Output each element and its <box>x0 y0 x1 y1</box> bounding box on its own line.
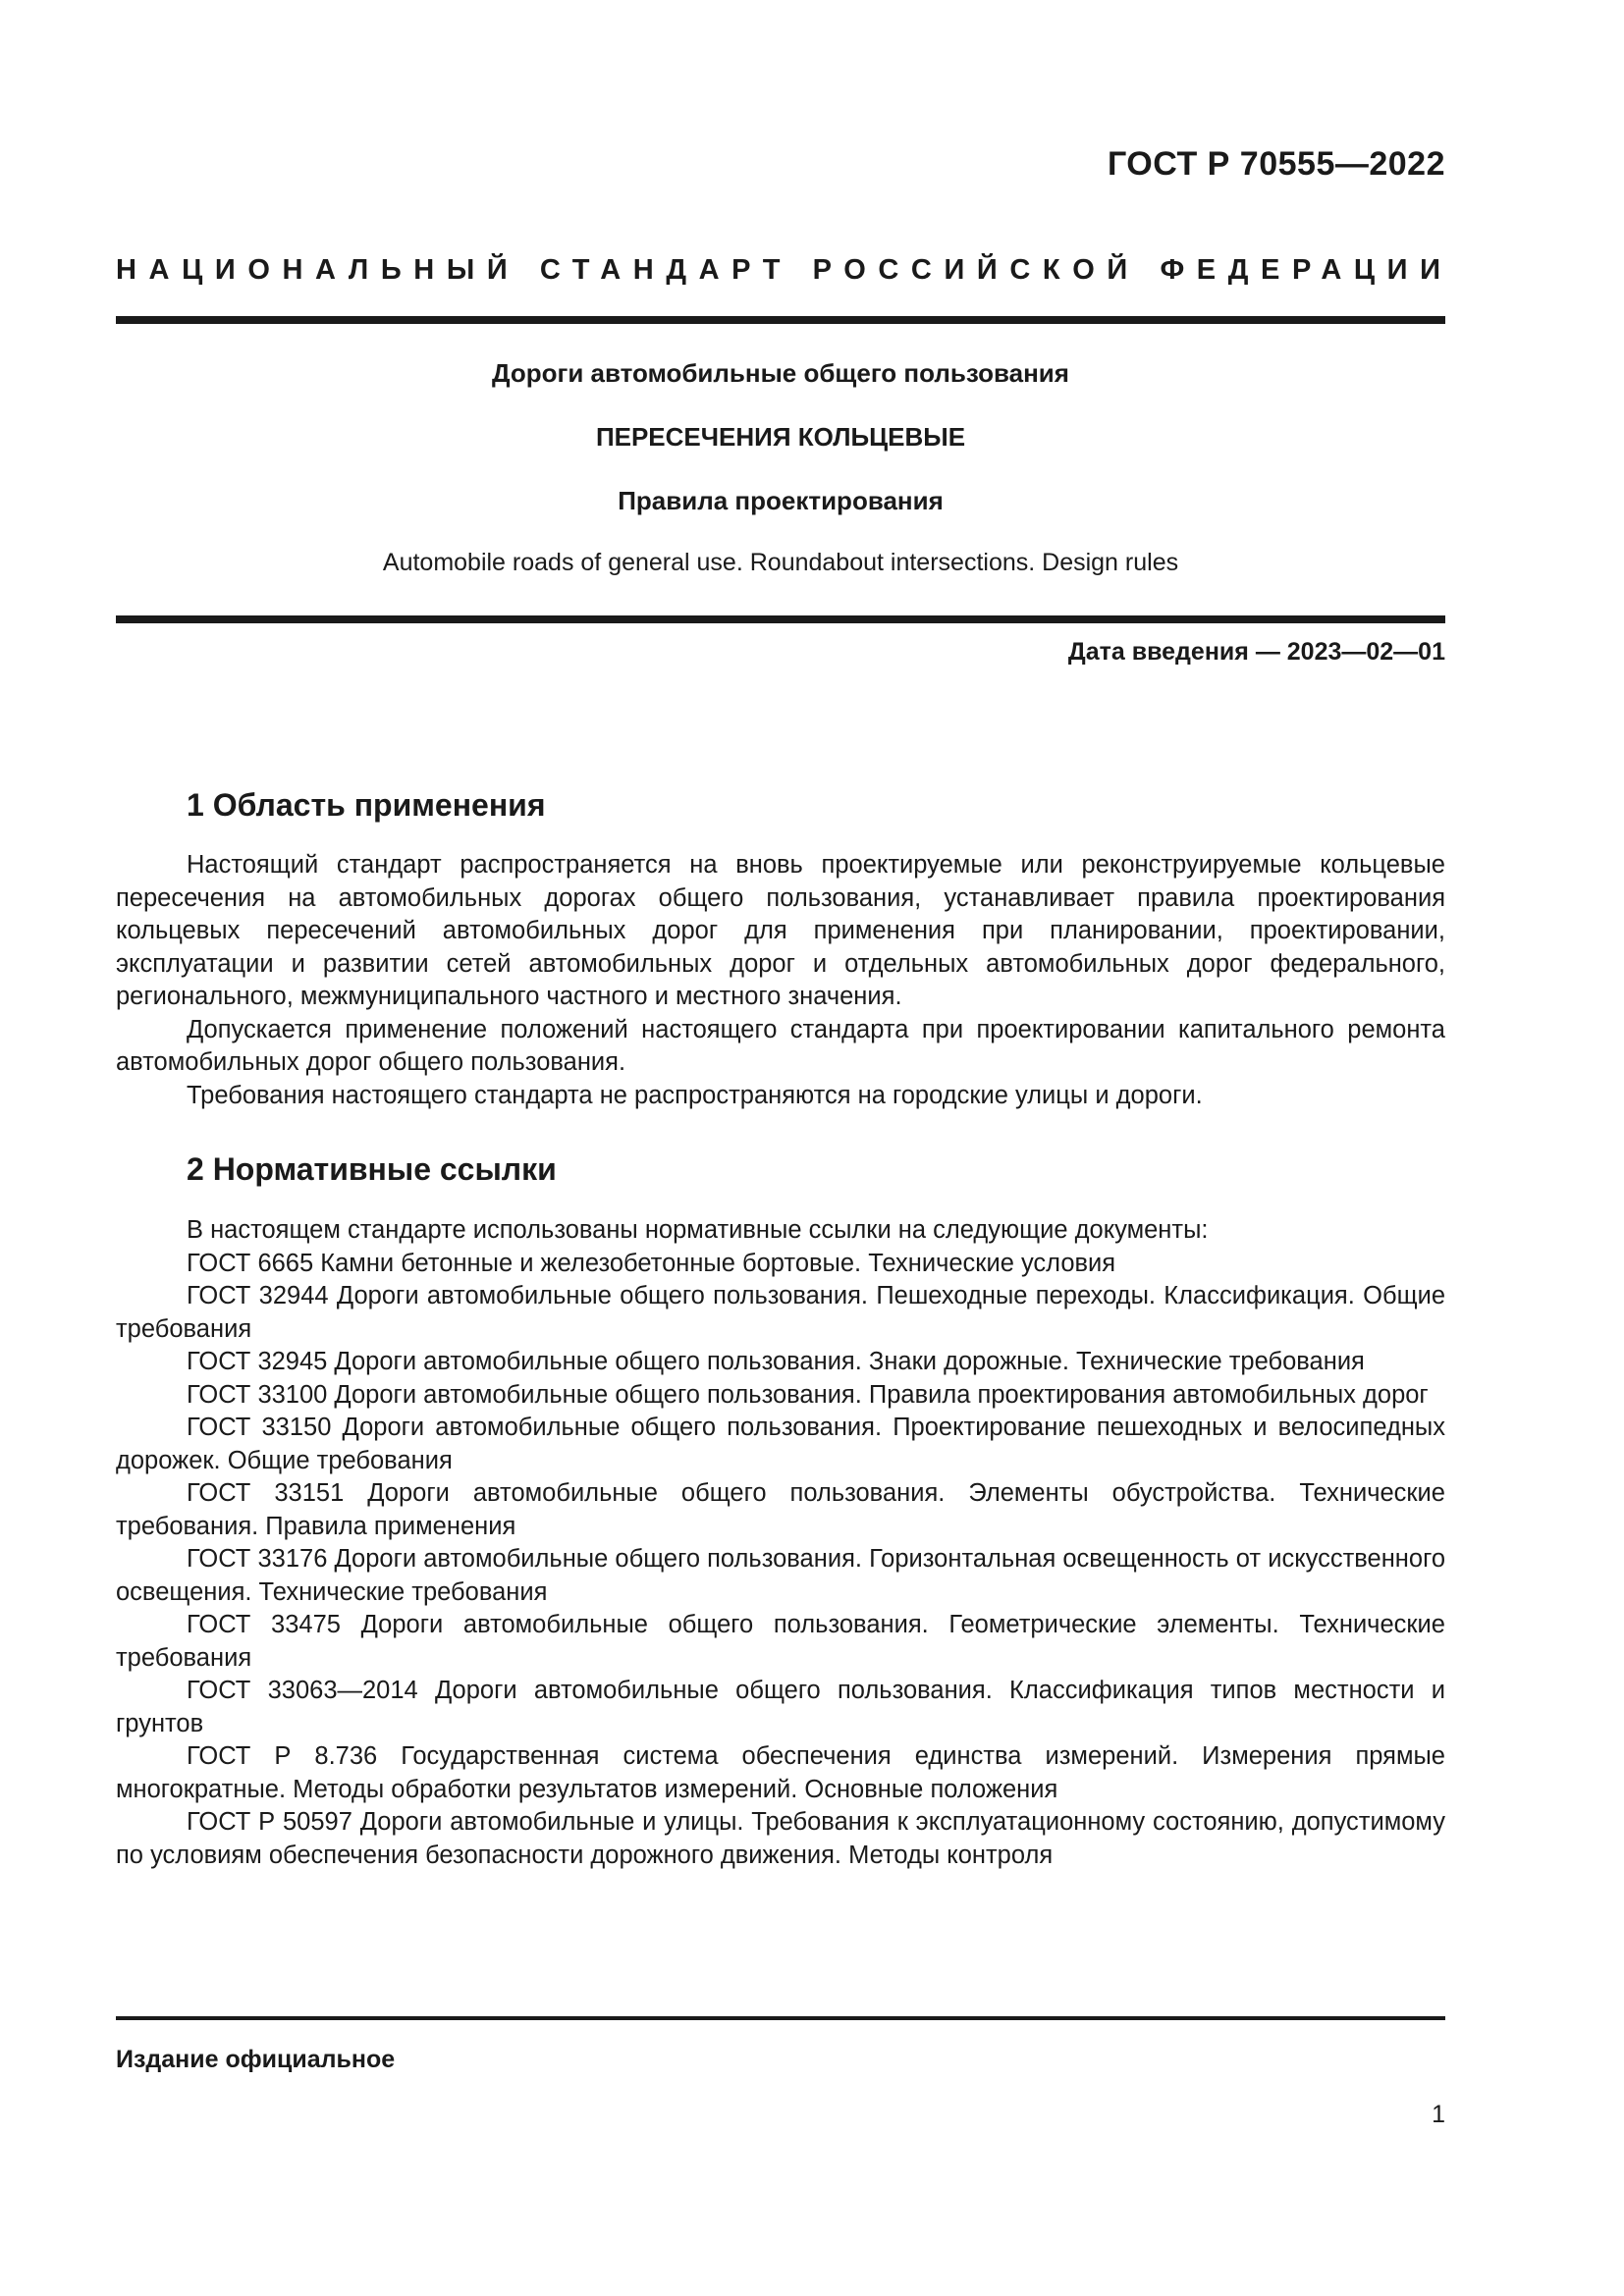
standard-number: ГОСТ Р 70555—2022 <box>1107 145 1445 183</box>
reference-item: ГОСТ Р 50597 Дороги автомобильные и улицы. Требования к эксплуатационному состоянию, допустимому по условиям обеспечения безопасности дорожного движения. Методы контроля <box>116 1808 1445 1869</box>
reference-item: ГОСТ 33176 Дороги автомобильные общего пользования. Горизонтальная освещенность от искусственного освещения. Технические требования <box>116 1545 1445 1606</box>
national-standard-banner: НАЦИОНАЛЬНЫЙ СТАНДАРТ РОССИЙСКОЙ ФЕДЕРАЦИИ <box>116 254 1453 286</box>
section-2-body <box>116 1214 1445 1872</box>
scope-paragraph: Допускается применение положений настоящего стандарта при проектировании капитального ремонта автомобильных дорог общего пользования. <box>116 1015 1445 1076</box>
reference-item: ГОСТ 33100 Дороги автомобильные общего пользования. Правила проектирования автомобильных дорог <box>187 1380 1429 1409</box>
footer-rule <box>116 2016 1445 2020</box>
reference-item: ГОСТ 6665 Камни бетонные и железобетонные бортовые. Технические условия <box>187 1249 1116 1277</box>
reference-item: ГОСТ 33475 Дороги автомобильные общего пользования. Геометрические элементы. Технические требования <box>116 1611 1445 1672</box>
header-rule <box>116 316 1445 324</box>
title-rule <box>116 615 1445 623</box>
scope-paragraph: Требования настоящего стандарта не распространяются на городские улицы и дороги. <box>187 1081 1203 1109</box>
official-edition-label: Издание официальное <box>116 2046 396 2073</box>
title-english: Automobile roads of general use. Roundabout intersections. Design rules <box>382 549 1179 576</box>
title-road-type: Дороги автомобильные общего пользования <box>492 358 1069 388</box>
reference-item: ГОСТ 33063—2014 Дороги автомобильные общего пользования. Классификация типов местности и грунтов <box>116 1677 1445 1737</box>
section-2-heading: 2 Нормативные ссылки <box>187 1151 557 1187</box>
title-subject: ПЕРЕСЕЧЕНИЯ КОЛЬЦЕВЫЕ <box>595 422 966 452</box>
page-number: 1 <box>1432 2101 1445 2128</box>
reference-item: ГОСТ 33150 Дороги автомобильные общего пользования. Проектирование пешеходных и велосипедных дорожек. Общие требования <box>116 1414 1445 1474</box>
section-1-body <box>116 849 1445 1112</box>
introduction-date: Дата введения — 2023—02—01 <box>1067 638 1445 666</box>
reference-item: ГОСТ Р 8.736 Государственная система обеспечения единства измерений. Измерения прямые многократные. Методы обработки результатов измерений. Основные положения <box>116 1742 1445 1803</box>
reference-item: ГОСТ 32944 Дороги автомобильные общего пользования. Пешеходные переходы. Классификация. Общие требования <box>116 1282 1445 1343</box>
scope-paragraph: Настоящий стандарт распространяется на вновь проектируемые или реконструируемые кольцевые пересечения на автомобильных дорогах общего пользования, устанавливает правила проектирования кольцевых пересечений автомобильных дорог для применения при планировании, проектировании, эксплуатации и развитии сетей автомобильных дорог и отдельных автомобильных дорог федерального, регионального, межмуниципального частного и местного значения. <box>116 851 1445 1010</box>
reference-item: ГОСТ 32945 Дороги автомобильные общего пользования. Знаки дорожные. Технические требования <box>187 1348 1365 1375</box>
reference-item: ГОСТ 33151 Дороги автомобильные общего пользования. Элементы обустройства. Технические требования. Правила применения <box>116 1479 1445 1540</box>
references-intro: В настоящем стандарте использованы нормативные ссылки на следующие документы: <box>187 1216 1209 1244</box>
title-part: Правила проектирования <box>618 486 944 515</box>
section-1-heading: 1 Область применения <box>187 787 546 823</box>
